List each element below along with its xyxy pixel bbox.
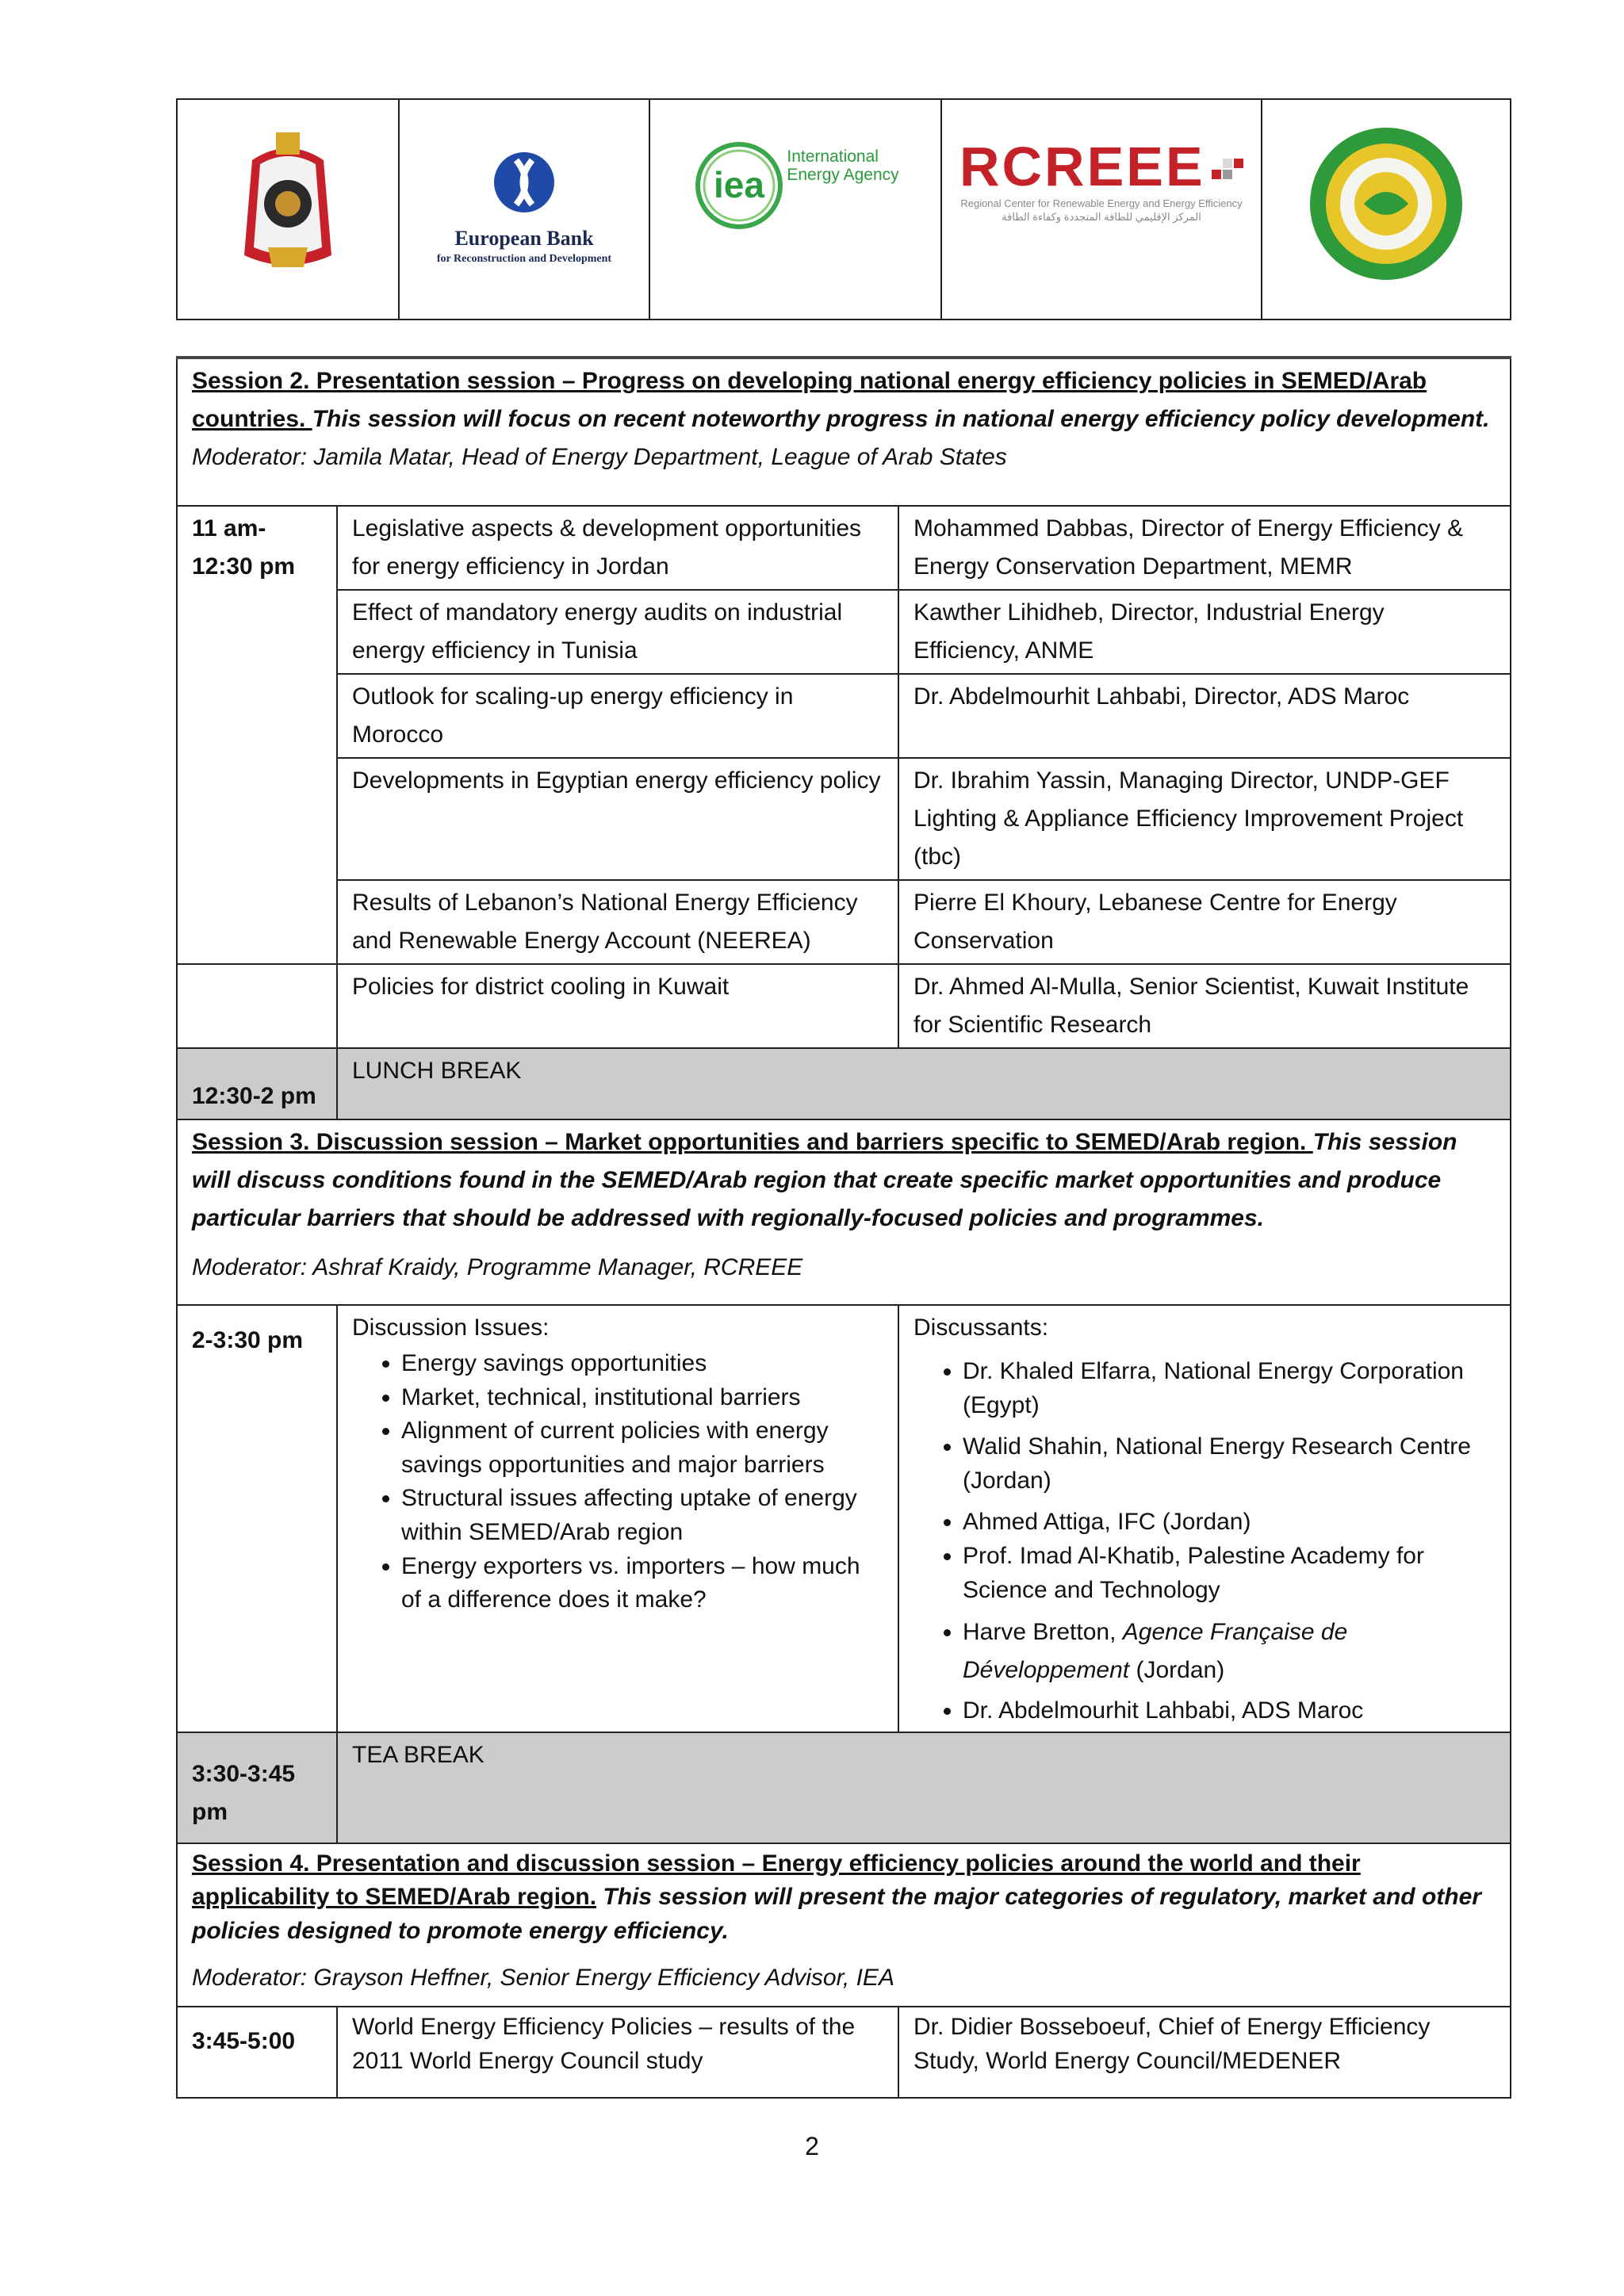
session-3-heading: Session 3. Discussion session – Market opportunities and barriers specific to SEMED/Arab region. [192,1129,1313,1155]
session-4-time: 3:45-5:00 [177,2007,337,2098]
arab-league-emblem-icon [1307,124,1465,283]
table-row [177,674,1511,758]
table-row [177,2007,1511,2098]
session-3-moderator: Moderator: Ashraf Kraidy, Programme Manager, RCREEE [192,1254,803,1280]
issues-list [352,1347,883,1617]
topic-cell: Developments in Egyptian energy efficiency policy [337,758,898,880]
session-4-heading: Session 4. Presentation and discussion session – Energy efficiency policies around the world and their applicability to SEMED/Arab region. [192,1850,1361,1911]
discussants-title: Discussants: [914,1314,1049,1341]
table-row [177,880,1511,964]
topic-cell: Effect of mandatory energy audits on industrial energy efficiency in Tunisia [337,590,898,674]
list-item [963,1613,1496,1689]
list-item: • Prof. Imad Al-Khatib, Palestine Academy for Science and Technology [963,1540,1496,1607]
session-3-header-row [177,1119,1511,1305]
topic-cell: Legislative aspects & development opportunities for energy efficiency in Jordan [337,506,898,590]
iea-mark-icon [691,138,787,233]
session-3-time: 2-3:30 pm [177,1305,337,1732]
discussants-cell [898,1305,1511,1732]
rcreee-logo-cell [941,99,1262,320]
session-2-time: 11 am-12:30 pm [177,506,337,964]
jordan-logo-cell [177,99,399,320]
speaker-cell: Kawther Lihidheb, Director, Industrial Energy Efficiency, ANME [898,590,1511,674]
list-item: • Dr. Abdelmourhit Lahbabi, ADS Maroc [963,1694,1496,1728]
discussant-name: Harve Bretton, [963,1619,1123,1646]
list-item: • Alignment of current policies with energy savings opportunities and major barriers [401,1414,883,1482]
arab-league-logo-cell [1262,99,1511,320]
rcreee-line1: Regional Center for Renewable Energy and Energy Efficiency [960,197,1243,210]
list-item: • Ahmed Attiga, IFC (Jordan) [963,1506,1496,1540]
iea-logo-cell [649,99,941,320]
lunch-label: LUNCH BREAK [337,1048,1511,1119]
speaker-cell: Dr. Ahmed Al-Mulla, Senior Scientist, Kuwait Institute for Scientific Research [898,964,1511,1048]
ebrd-name: European Bank [454,226,594,250]
ebrd-subtitle: for Reconstruction and Development [436,252,612,265]
table-row [177,590,1511,674]
jordan-coat-of-arms-icon [228,128,347,279]
session-3-discussion-row [177,1305,1511,1732]
discussants-list [914,1355,1496,1728]
list-item: • Energy savings opportunities [401,1347,883,1381]
discussant-org: Agence Française de Développement [963,1619,1348,1684]
speaker-cell: Mohammed Dabbas, Director of Energy Efficiency & Energy Conservation Department, MEMR [898,506,1511,590]
session-2-moderator: Moderator: Jamila Matar, Head of Energy Department, League of Arab States [192,444,1007,470]
topic-cell: Outlook for scaling-up energy efficiency in Morocco [337,674,898,758]
speaker-cell: Dr. Abdelmourhit Lahbabi, Director, ADS Maroc [898,674,1511,758]
tea-time: 3:30-3:45 pm [177,1732,337,1843]
topic-cell: Policies for district cooling in Kuwait [337,964,898,1048]
session-2-header-row [177,358,1511,506]
table-row [177,506,1511,590]
list-item: • Walid Shahin, National Energy Research Centre (Jordan) [963,1430,1496,1498]
discussion-issues-cell [337,1305,898,1732]
rcreee-line2: المركز الإقليمي للطاقة المتجددة وكفاءة الطاقة [1002,211,1201,223]
lunch-break-row [177,1048,1511,1119]
rcreee-wordmark: RCREEE [959,136,1205,198]
iea-line2: Energy Agency [787,166,899,184]
session-4-header-row [177,1843,1511,2007]
ebrd-logo-cell [399,99,649,320]
table-row [177,758,1511,880]
list-item: • Energy exporters vs. importers – how much of a difference does it make? [401,1550,883,1617]
topic-cell: Results of Lebanon’s National Energy Efficiency and Renewable Energy Account (NEEREA) [337,880,898,964]
iea-line1: International [787,147,879,166]
topic-cell: World Energy Efficiency Policies – results of the 2011 World Energy Council study [337,2007,898,2098]
rcreee-squares-icon [1212,154,1243,186]
issues-title: Discussion Issues: [352,1314,550,1341]
session-4-moderator: Moderator: Grayson Heffner, Senior Energy Efficiency Advisor, IEA [192,1964,894,1991]
table-row [177,964,1511,1048]
list-item: • Dr. Khaled Elfarra, National Energy Corporation (Egypt) [963,1355,1496,1422]
list-item: • Market, technical, institutional barriers [401,1381,883,1415]
page-number: 2 [805,2132,819,2160]
lunch-time: 12:30-2 pm [177,1048,337,1119]
schedule-table [176,356,1511,2099]
tea-break-row [177,1732,1511,1843]
ebrd-mark-icon [488,151,560,214]
session-4-description: This session will present the major categories of regulatory, market and other policies designed to promote energy efficiency. [192,1884,1481,1944]
session-3-description: This session will discuss conditions found in the SEMED/Arab region that create specific market opportunities and produce particular barriers that should be addressed with regionally-focused policies and programmes. [192,1129,1457,1231]
session-2-heading: Session 2. Presentation session – Progress on developing national energy efficiency policies in SEMED/Arab countries. [192,368,1427,432]
speaker-cell: Dr. Didier Bosseboeuf, Chief of Energy Efficiency Study, World Energy Council/MEDENER [898,2007,1511,2098]
logo-header [176,98,1511,320]
discussant-country: (Jordan) [1129,1657,1225,1684]
speaker-cell: Pierre El Khoury, Lebanese Centre for Energy Conservation [898,880,1511,964]
empty-time-cell [177,964,337,1048]
iea-mark-text: iea [714,164,765,205]
session-2-description: This session will focus on recent noteworthy progress in national energy efficiency policy development. [312,406,1490,432]
speaker-cell: Dr. Ibrahim Yassin, Managing Director, UNDP-GEF Lighting & Appliance Efficiency Improvement Project (tbc) [898,758,1511,880]
list-item: • Structural issues affecting uptake of energy within SEMED/Arab region [401,1482,883,1549]
tea-label: TEA BREAK [337,1732,1511,1843]
